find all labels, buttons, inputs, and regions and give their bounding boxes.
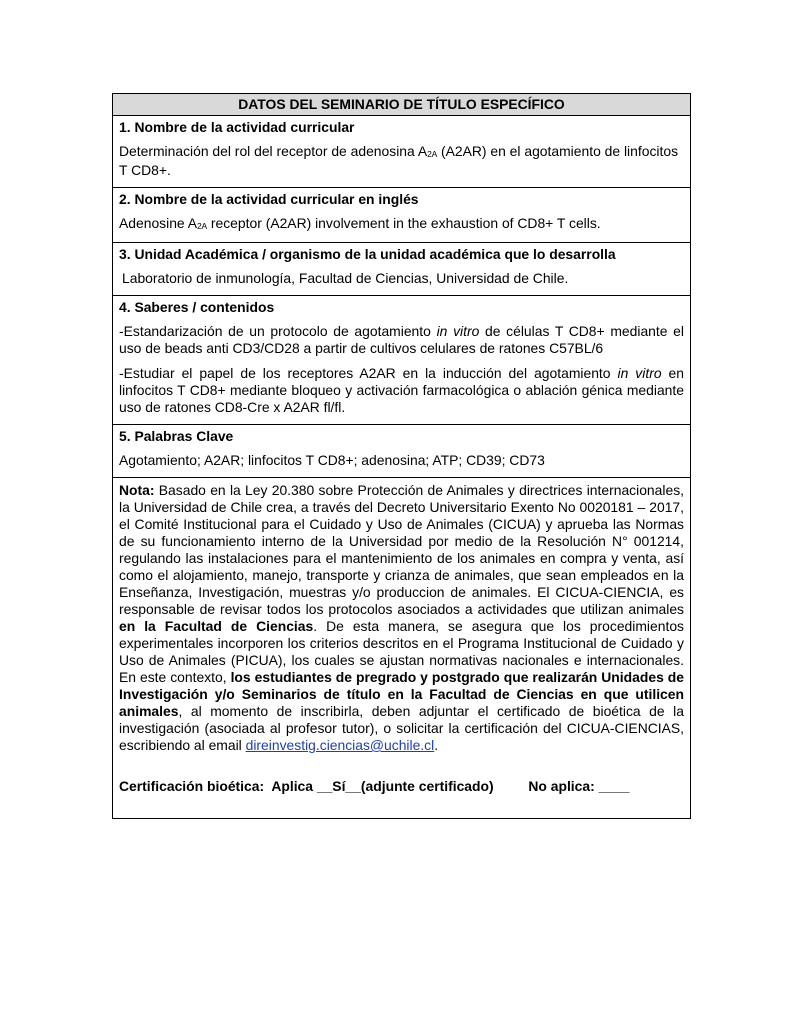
academic-unit-text: Laboratorio de inmunología, Facultad de Ciencias, Universidad de Chile. xyxy=(122,270,569,286)
section-note xyxy=(113,477,690,795)
note-label: Nota: xyxy=(119,482,155,498)
keywords-text: Agotamiento; A2AR; linfocitos T CD8+; adenosina; ATP; CD39; CD73 xyxy=(119,452,545,468)
section-heading: 3. Unidad Académica / organismo de la unidad académica que lo desarrolla xyxy=(119,246,616,262)
bioethics-certification-line: Certificación bioética: Aplica __Sí__(adjunte certificado) No aplica: ____ xyxy=(119,778,630,794)
section-heading: 5. Palabras Clave xyxy=(119,428,234,444)
section-keywords xyxy=(113,424,690,469)
section-activity-name xyxy=(113,115,690,179)
section-contents xyxy=(113,295,690,416)
contents-item-1: -Estandarización de un protocolo de agotamiento in vitro de células T CD8+ mediante el uso de beads anti CD3/CD28 a partir de cultivos celulares de ratones C57BL/6 xyxy=(119,323,684,356)
activity-name-english-text: Adenosine $A_{2A}$ receptor (A2AR) involvement in the exhaustion of CD8+ T cells. xyxy=(119,215,601,231)
activity-name-text: Determinación del rol del receptor de adenosina $A_{2A}$ (A2AR) en el agotamiento de linfocitos T CD8+. xyxy=(119,143,679,178)
section-heading: 4. Saberes / contenidos xyxy=(119,299,275,315)
seminar-data-table xyxy=(112,93,691,819)
email-link[interactable]: direinvestig.ciencias@uchile.cl xyxy=(245,737,435,753)
section-heading: 2. Nombre de la actividad curricular en inglés xyxy=(119,191,419,207)
section-heading: 1. Nombre de la actividad curricular xyxy=(119,119,355,135)
table-title: DATOS DEL SEMINARIO DE TÍTULO ESPECÍFICO xyxy=(113,94,690,115)
section-activity-name-english xyxy=(113,187,690,234)
contents-item-2: -Estudiar el papel de los receptores A2AR en la inducción del agotamiento in vitro en linfocitos T CD8+ mediante bloqueo y activación farmacológica o ablación génica mediante uso de ratones CD8-Cre x A2AR fl/fl. xyxy=(119,365,684,415)
section-academic-unit xyxy=(113,242,690,287)
note-paragraph: Nota: Basado en la Ley 20.380 sobre Protección de Animales y directrices internacionales, la Universidad de Chile crea, a través del Decreto Universitario Exento No 0020181 – 2017, el Comité Institucional para el Cuidado y Uso de Animales (CICUA) y aprueba las Normas de su funcionamiento interno de la Universidad por medio de la Resolución N° 001214, regulando las instalaciones para el mantenimiento de los animales en compra y venta, así como el alojamiento, manejo, transporte y crianza de animales, que sean empleados en la Enseñanza, Investigación, muestras y/o produccion de animales. El CICUA-CIENCIA, es responsable de revisar todos los protocolos asociados a actividades que utilizan animales en la Facultad de Ciencias. De esta manera, se asegura que los procedimientos experimentales incorporen los criterios descritos en el Programa Institucional de Cuidado y Uso de Animales (PICUA), los cuales se ajustan normativas nacionales e internacionales. En este contexto, los estudiantes de pregrado y postgrado que realizarán Unidades de Investigación y/o Seminarios de título en la Facultad de Ciencias en que utilicen animales, al momento de inscribirla, deben adjuntar el certificado de bioética de la investigación (asociada al profesor tutor), o solicitar la certificación del CICUA-CIENCIAS, escribiendo al email direinvestig.ciencias@uchile.cl. xyxy=(119,482,684,753)
